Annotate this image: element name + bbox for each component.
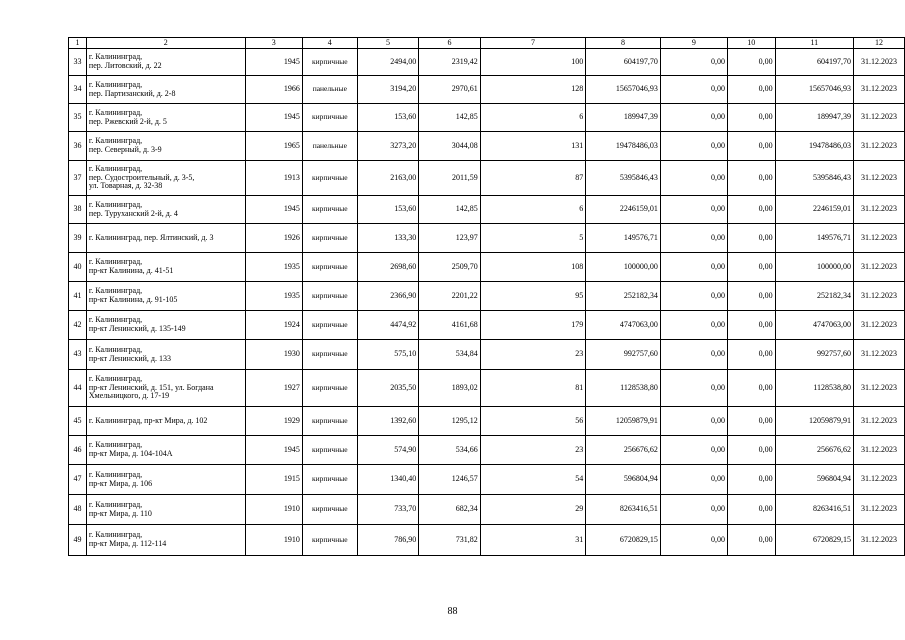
cost-cell: 252182,34 <box>586 282 661 311</box>
total-cost-cell: 2246159,01 <box>775 196 853 224</box>
cost-cell: 2246159,01 <box>586 196 661 224</box>
address-line: пр-кт Ленинский, д. 151, ул. Богдана <box>88 382 214 392</box>
total-area-cell: 786,90 <box>357 525 419 556</box>
fund-cell: 0,00 <box>660 76 727 104</box>
year-cell: 1930 <box>245 340 302 370</box>
date-cell: 31.12.2023 <box>854 370 905 407</box>
other-fund-cell: 0,00 <box>728 49 776 76</box>
address-line: г. Калининград, <box>88 52 143 62</box>
address-cell <box>86 76 245 104</box>
row-number: 48 <box>69 495 87 525</box>
address-line: пр-кт Мира, д. 106 <box>88 478 153 488</box>
fund-cell: 0,00 <box>660 311 727 340</box>
date-cell: 31.12.2023 <box>854 132 905 161</box>
residents-cell: 128 <box>480 76 586 104</box>
year-cell: 1935 <box>245 282 302 311</box>
residents-cell: 87 <box>480 161 586 196</box>
address-line: г. Калининград, <box>88 315 143 325</box>
residents-cell: 81 <box>480 370 586 407</box>
living-area-cell: 3044,08 <box>419 132 481 161</box>
total-cost-cell: 15657046,93 <box>775 76 853 104</box>
wall-material-cell: кирпичные <box>302 370 357 407</box>
wall-material-cell: кирпичные <box>302 253 357 282</box>
housing-register-table <box>68 37 905 556</box>
header-row <box>69 38 905 49</box>
row-number: 37 <box>69 161 87 196</box>
other-fund-cell: 0,00 <box>728 370 776 407</box>
address-cell <box>86 104 245 132</box>
col-header-5: 5 <box>357 38 419 49</box>
living-area-cell: 142,85 <box>419 104 481 132</box>
living-area-cell: 534,66 <box>419 436 481 465</box>
living-area-cell: 2970,61 <box>419 76 481 104</box>
table-row <box>69 224 905 253</box>
year-cell: 1945 <box>245 49 302 76</box>
page-number: 88 <box>447 606 458 617</box>
table-row <box>69 340 905 370</box>
table-row <box>69 104 905 132</box>
total-cost-cell: 4747063,00 <box>775 311 853 340</box>
residents-cell: 179 <box>480 311 586 340</box>
cost-cell: 4747063,00 <box>586 311 661 340</box>
address-line: г. Калининград, <box>88 286 143 296</box>
address-cell <box>86 161 245 196</box>
total-area-cell: 153,60 <box>357 196 419 224</box>
col-header-3: 3 <box>245 38 302 49</box>
wall-material-cell: панельные <box>302 132 357 161</box>
address-line: ул. Товарная, д. 32-38 <box>88 181 163 191</box>
year-cell: 1929 <box>245 407 302 436</box>
living-area-cell: 1893,02 <box>419 370 481 407</box>
year-cell: 1927 <box>245 370 302 407</box>
total-cost-cell: 6720829,15 <box>775 525 853 556</box>
year-cell: 1926 <box>245 224 302 253</box>
address-cell <box>86 49 245 76</box>
total-area-cell: 1340,40 <box>357 465 419 495</box>
row-number: 43 <box>69 340 87 370</box>
residents-cell: 23 <box>480 340 586 370</box>
fund-cell: 0,00 <box>660 370 727 407</box>
address-cell <box>86 253 245 282</box>
col-header-4: 4 <box>302 38 357 49</box>
row-number: 33 <box>69 49 87 76</box>
address-line: г. Калининград, <box>88 136 143 146</box>
date-cell: 31.12.2023 <box>854 495 905 525</box>
row-number: 47 <box>69 465 87 495</box>
residents-cell: 108 <box>480 253 586 282</box>
total-area-cell: 1392,60 <box>357 407 419 436</box>
wall-material-cell: кирпичные <box>302 282 357 311</box>
address-line: пр-кт Ленинский, д. 133 <box>88 353 171 363</box>
residents-cell: 29 <box>480 495 586 525</box>
wall-material-cell: кирпичные <box>302 465 357 495</box>
col-header-2: 2 <box>86 38 245 49</box>
other-fund-cell: 0,00 <box>728 525 776 556</box>
address-line: пр-кт Калинина, д. 91-105 <box>88 295 178 304</box>
row-number: 44 <box>69 370 87 407</box>
address-line: пр-кт Мира, д. 110 <box>88 508 152 518</box>
date-cell: 31.12.2023 <box>854 525 905 556</box>
cost-cell: 5395846,43 <box>586 161 661 196</box>
other-fund-cell: 0,00 <box>728 465 776 495</box>
row-number: 34 <box>69 76 87 104</box>
date-cell: 31.12.2023 <box>854 311 905 340</box>
address-cell <box>86 311 245 340</box>
address-line: г. Калининград, <box>88 373 143 383</box>
date-cell: 31.12.2023 <box>854 407 905 436</box>
year-cell: 1945 <box>245 196 302 224</box>
total-cost-cell: 596804,94 <box>775 465 853 495</box>
total-area-cell: 2163,00 <box>357 161 419 196</box>
address-line: г. Калининград, <box>88 163 143 173</box>
date-cell: 31.12.2023 <box>854 340 905 370</box>
other-fund-cell: 0,00 <box>728 76 776 104</box>
year-cell: 1924 <box>245 311 302 340</box>
address-line: пер. Судостроительный, д. 3-5, <box>88 172 195 182</box>
total-cost-cell: 604197,70 <box>775 49 853 76</box>
total-area-cell: 153,60 <box>357 104 419 132</box>
row-number: 42 <box>69 311 87 340</box>
row-number: 39 <box>69 224 87 253</box>
wall-material-cell: кирпичные <box>302 311 357 340</box>
row-number: 45 <box>69 407 87 436</box>
row-number: 38 <box>69 196 87 224</box>
total-cost-cell: 100000,00 <box>775 253 853 282</box>
table-row <box>69 495 905 525</box>
total-area-cell: 2035,50 <box>357 370 419 407</box>
wall-material-cell: кирпичные <box>302 104 357 132</box>
total-cost-cell: 5395846,43 <box>775 161 853 196</box>
col-header-1: 1 <box>69 38 87 49</box>
total-area-cell: 2494,00 <box>357 49 419 76</box>
row-number: 41 <box>69 282 87 311</box>
cost-cell: 8263416,51 <box>586 495 661 525</box>
wall-material-cell: кирпичные <box>302 340 357 370</box>
fund-cell: 0,00 <box>660 465 727 495</box>
residents-cell: 6 <box>480 104 586 132</box>
address-cell <box>86 340 245 370</box>
table-row <box>69 253 905 282</box>
other-fund-cell: 0,00 <box>728 224 776 253</box>
date-cell: 31.12.2023 <box>854 196 905 224</box>
cost-cell: 992757,60 <box>586 340 661 370</box>
fund-cell: 0,00 <box>660 161 727 196</box>
address-line: пер. Северный, д. 3-9 <box>88 145 162 154</box>
other-fund-cell: 0,00 <box>728 253 776 282</box>
other-fund-cell: 0,00 <box>728 436 776 465</box>
table-row <box>69 465 905 495</box>
year-cell: 1913 <box>245 161 302 196</box>
other-fund-cell: 0,00 <box>728 495 776 525</box>
address-line: г. Калининград, пер. Ялтинский, д. 3 <box>88 232 214 242</box>
residents-cell: 100 <box>480 49 586 76</box>
total-area-cell: 574,90 <box>357 436 419 465</box>
total-area-cell: 3273,20 <box>357 132 419 161</box>
cost-cell: 604197,70 <box>586 49 661 76</box>
total-area-cell: 733,70 <box>357 495 419 525</box>
total-cost-cell: 12059879,91 <box>775 407 853 436</box>
fund-cell: 0,00 <box>660 253 727 282</box>
fund-cell: 0,00 <box>660 282 727 311</box>
row-number: 46 <box>69 436 87 465</box>
year-cell: 1945 <box>245 436 302 465</box>
cost-cell: 189947,39 <box>586 104 661 132</box>
address-line: г. Калининград, <box>88 257 143 267</box>
total-cost-cell: 189947,39 <box>775 104 853 132</box>
cost-cell: 15657046,93 <box>586 76 661 104</box>
wall-material-cell: кирпичные <box>302 49 357 76</box>
row-number: 36 <box>69 132 87 161</box>
address-cell <box>86 407 245 436</box>
address-line: г. Калининград, <box>88 199 143 209</box>
cost-cell: 12059879,91 <box>586 407 661 436</box>
row-number: 49 <box>69 525 87 556</box>
cost-cell: 19478486,03 <box>586 132 661 161</box>
total-cost-cell: 992757,60 <box>775 340 853 370</box>
address-line: г. Калининград, <box>88 107 143 117</box>
fund-cell: 0,00 <box>660 132 727 161</box>
address-line: пер. Туруханский 2-й, д. 4 <box>88 208 178 218</box>
living-area-cell: 682,34 <box>419 495 481 525</box>
col-header-10: 10 <box>728 38 776 49</box>
date-cell: 31.12.2023 <box>854 104 905 132</box>
address-line: Хмельницкого, д. 17-19 <box>88 391 170 401</box>
other-fund-cell: 0,00 <box>728 282 776 311</box>
year-cell: 1910 <box>245 525 302 556</box>
fund-cell: 0,00 <box>660 104 727 132</box>
col-header-8: 8 <box>586 38 661 49</box>
address-line: г. Калининград, <box>88 499 143 509</box>
col-header-11: 11 <box>775 38 853 49</box>
living-area-cell: 1246,57 <box>419 465 481 495</box>
cost-cell: 1128538,80 <box>586 370 661 407</box>
other-fund-cell: 0,00 <box>728 196 776 224</box>
fund-cell: 0,00 <box>660 525 727 556</box>
table-row <box>69 161 905 196</box>
living-area-cell: 4161,68 <box>419 311 481 340</box>
living-area-cell: 731,82 <box>419 525 481 556</box>
cost-cell: 149576,71 <box>586 224 661 253</box>
fund-cell: 0,00 <box>660 340 727 370</box>
cost-cell: 100000,00 <box>586 253 661 282</box>
living-area-cell: 2201,22 <box>419 282 481 311</box>
fund-cell: 0,00 <box>660 49 727 76</box>
table-row <box>69 196 905 224</box>
total-cost-cell: 19478486,03 <box>775 132 853 161</box>
date-cell: 31.12.2023 <box>854 436 905 465</box>
address-cell <box>86 465 245 495</box>
address-line: пр-кт Мира, д. 104-104А <box>88 449 173 458</box>
table-body <box>69 49 905 556</box>
wall-material-cell: кирпичные <box>302 495 357 525</box>
year-cell: 1910 <box>245 495 302 525</box>
cost-cell: 256676,62 <box>586 436 661 465</box>
total-area-cell: 3194,20 <box>357 76 419 104</box>
address-cell <box>86 525 245 556</box>
living-area-cell: 1295,12 <box>419 407 481 436</box>
total-area-cell: 2366,90 <box>357 282 419 311</box>
address-cell <box>86 224 245 253</box>
total-cost-cell: 149576,71 <box>775 224 853 253</box>
address-cell <box>86 370 245 407</box>
fund-cell: 0,00 <box>660 407 727 436</box>
date-cell: 31.12.2023 <box>854 224 905 253</box>
address-line: г. Калининград, <box>88 79 143 89</box>
cost-cell: 596804,94 <box>586 465 661 495</box>
wall-material-cell: кирпичные <box>302 196 357 224</box>
residents-cell: 95 <box>480 282 586 311</box>
table-row <box>69 132 905 161</box>
residents-cell: 131 <box>480 132 586 161</box>
col-header-6: 6 <box>419 38 481 49</box>
row-number: 40 <box>69 253 87 282</box>
other-fund-cell: 0,00 <box>728 407 776 436</box>
total-area-cell: 2698,60 <box>357 253 419 282</box>
living-area-cell: 2011,59 <box>419 161 481 196</box>
date-cell: 31.12.2023 <box>854 465 905 495</box>
address-line: пр-кт Ленинский, д. 135-149 <box>88 324 186 333</box>
residents-cell: 56 <box>480 407 586 436</box>
residents-cell: 5 <box>480 224 586 253</box>
other-fund-cell: 0,00 <box>728 104 776 132</box>
total-cost-cell: 256676,62 <box>775 436 853 465</box>
other-fund-cell: 0,00 <box>728 132 776 161</box>
table-row <box>69 76 905 104</box>
residents-cell: 23 <box>480 436 586 465</box>
address-cell <box>86 282 245 311</box>
wall-material-cell: кирпичные <box>302 407 357 436</box>
col-header-7: 7 <box>480 38 586 49</box>
address-line: г. Калининград, <box>88 440 143 450</box>
address-line: г. Калининград, пр-кт Мира, д. 102 <box>88 415 208 425</box>
fund-cell: 0,00 <box>660 224 727 253</box>
living-area-cell: 2509,70 <box>419 253 481 282</box>
date-cell: 31.12.2023 <box>854 161 905 196</box>
residents-cell: 54 <box>480 465 586 495</box>
other-fund-cell: 0,00 <box>728 340 776 370</box>
other-fund-cell: 0,00 <box>728 161 776 196</box>
address-line: пр-кт Калинина, д. 41-51 <box>88 266 174 275</box>
total-area-cell: 4474,92 <box>357 311 419 340</box>
table-row <box>69 370 905 407</box>
total-cost-cell: 8263416,51 <box>775 495 853 525</box>
year-cell: 1945 <box>245 104 302 132</box>
date-cell: 31.12.2023 <box>854 49 905 76</box>
total-cost-cell: 252182,34 <box>775 282 853 311</box>
address-cell <box>86 196 245 224</box>
table-row <box>69 407 905 436</box>
wall-material-cell: кирпичные <box>302 161 357 196</box>
living-area-cell: 142,85 <box>419 196 481 224</box>
year-cell: 1935 <box>245 253 302 282</box>
living-area-cell: 2319,42 <box>419 49 481 76</box>
living-area-cell: 534,84 <box>419 340 481 370</box>
residents-cell: 31 <box>480 525 586 556</box>
table-row <box>69 311 905 340</box>
col-header-12: 12 <box>854 38 905 49</box>
fund-cell: 0,00 <box>660 196 727 224</box>
total-cost-cell: 1128538,80 <box>775 370 853 407</box>
total-area-cell: 133,30 <box>357 224 419 253</box>
address-cell <box>86 132 245 161</box>
wall-material-cell: кирпичные <box>302 436 357 465</box>
wall-material-cell: кирпичные <box>302 525 357 556</box>
year-cell: 1965 <box>245 132 302 161</box>
address-cell <box>86 495 245 525</box>
wall-material-cell: панельные <box>302 76 357 104</box>
year-cell: 1915 <box>245 465 302 495</box>
address-line: пер. Литовский, д. 22 <box>88 61 162 70</box>
cost-cell: 6720829,15 <box>586 525 661 556</box>
address-line: пер. Ржевский 2-й, д. 5 <box>88 116 167 126</box>
date-cell: 31.12.2023 <box>854 76 905 104</box>
table-row <box>69 525 905 556</box>
address-line: пр-кт Мира, д. 112-114 <box>88 539 167 548</box>
residents-cell: 6 <box>480 196 586 224</box>
address-line: г. Калининград, <box>88 469 143 479</box>
table-row <box>69 282 905 311</box>
total-area-cell: 575,10 <box>357 340 419 370</box>
date-cell: 31.12.2023 <box>854 282 905 311</box>
living-area-cell: 123,97 <box>419 224 481 253</box>
fund-cell: 0,00 <box>660 436 727 465</box>
year-cell: 1966 <box>245 76 302 104</box>
address-line: пер. Партизанский, д. 2-8 <box>88 88 176 98</box>
fund-cell: 0,00 <box>660 495 727 525</box>
table-row <box>69 49 905 76</box>
address-cell <box>86 436 245 465</box>
address-line: г. Калининград, <box>88 344 143 354</box>
wall-material-cell: кирпичные <box>302 224 357 253</box>
address-line: г. Калининград, <box>88 530 143 540</box>
table-row <box>69 436 905 465</box>
other-fund-cell: 0,00 <box>728 311 776 340</box>
row-number: 35 <box>69 104 87 132</box>
col-header-9: 9 <box>660 38 727 49</box>
date-cell: 31.12.2023 <box>854 253 905 282</box>
